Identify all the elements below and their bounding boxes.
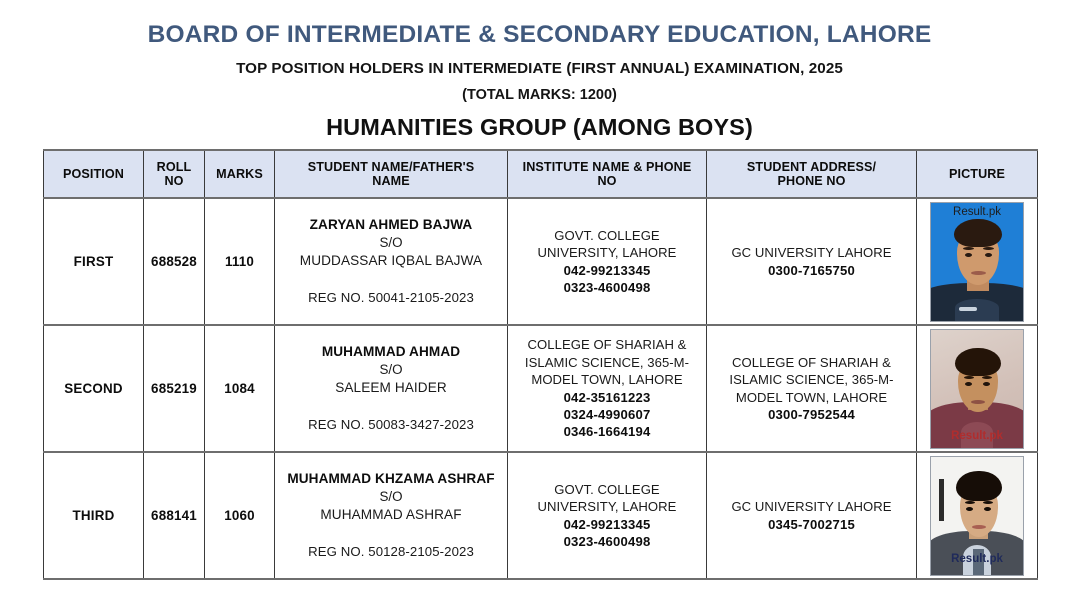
cell-institute [508, 452, 707, 579]
board-title: BOARD OF INTERMEDIATE & SECONDARY EDUCATION, LAHORE [147, 21, 932, 48]
column-header-address [707, 150, 917, 198]
column-header-marks-line-1: MARKS [216, 166, 263, 181]
registration-number: REG NO. 50083-3427-2023 [308, 417, 474, 433]
cell-roll-no: 685219 [144, 325, 205, 452]
cell-picture [917, 198, 1038, 325]
institute-phone: 0324-4990607 [563, 406, 651, 422]
photo-watermark: Result.pk [951, 429, 1003, 442]
column-header-roll-no-line-2: NO [164, 174, 184, 188]
column-header-address-line-1: STUDENT ADDRESS/ [746, 159, 877, 174]
address-phone: 0345-7002715 [768, 516, 855, 532]
student-name: MUHAMMAD KHZAMA ASHRAF [287, 470, 495, 486]
position-holders-table [43, 149, 1038, 580]
photo-watermark: Result.pk [951, 552, 1003, 565]
column-header-institute-line-2: NO [597, 174, 617, 188]
registration-number: REG NO. 50041-2105-2023 [308, 290, 474, 306]
institute-name-line: GOVT. COLLEGE [554, 481, 660, 497]
photo-image [931, 330, 1023, 448]
cell-address [707, 452, 917, 579]
table-header [44, 150, 1038, 198]
institute-phone: 0323-4600498 [563, 279, 651, 295]
cell-roll-no: 688528 [144, 198, 205, 325]
institute-name-line: GOVT. COLLEGE [554, 227, 660, 243]
cell-institute [508, 198, 707, 325]
column-header-picture [917, 150, 1038, 198]
table-row [44, 452, 1038, 579]
cell-picture [917, 325, 1038, 452]
table-header-row [44, 150, 1038, 198]
cell-position: FIRST [44, 198, 144, 325]
student-name: ZARYAN AHMED BAJWA [309, 216, 473, 232]
institute-name-line: ISLAMIC SCIENCE, 365-M- [524, 354, 690, 370]
address-line: COLLEGE OF SHARIAH & [732, 354, 891, 370]
column-header-student-name-line-1: STUDENT NAME/FATHER'S [307, 159, 475, 174]
total-marks-label: (TOTAL MARKS: 1200) [462, 86, 617, 103]
father-name: MUDDASSAR IQBAL BAJWA [299, 253, 483, 269]
institute-phone: 0346-1664194 [563, 424, 651, 440]
student-photo [930, 329, 1024, 449]
column-header-position [44, 150, 144, 198]
column-header-marks [205, 150, 275, 198]
institute-name-line: UNIVERSITY, LAHORE [537, 499, 677, 515]
cell-roll-no: 688141 [144, 452, 205, 579]
address-line: MODEL TOWN, LAHORE [735, 389, 888, 405]
father-name: MUHAMMAD ASHRAF [320, 507, 462, 523]
institute-name-line: COLLEGE OF SHARIAH & [527, 337, 687, 353]
cell-student-name [275, 198, 508, 325]
photo-image [931, 203, 1023, 321]
so-label: S/O [379, 235, 403, 251]
table-row [44, 198, 1038, 325]
institute-phone: 042-35161223 [563, 389, 651, 405]
column-header-institute-line-1: INSTITUTE NAME & PHONE [522, 159, 692, 174]
registration-number: REG NO. 50128-2105-2023 [308, 544, 474, 560]
cell-position: THIRD [44, 452, 144, 579]
institute-name-line: MODEL TOWN, LAHORE [531, 372, 683, 388]
column-header-student-name [275, 150, 508, 198]
column-header-roll-no-line-1: ROLL [156, 159, 192, 174]
photo-image [931, 457, 1023, 575]
cell-marks: 1110 [205, 198, 275, 325]
photo-watermark: Result.pk [953, 205, 1001, 218]
column-header-roll-no [144, 150, 205, 198]
institute-phone: 0323-4600498 [563, 533, 651, 549]
column-header-student-name-line-2: NAME [372, 174, 410, 188]
position-holders-table-wrapper [43, 149, 1037, 580]
column-header-position-line-1: POSITION [63, 166, 124, 181]
father-name: SALEEM HAIDER [335, 380, 447, 396]
exam-title: TOP POSITION HOLDERS IN INTERMEDIATE (FIRST ANNUAL) EXAMINATION, 2025 [236, 59, 843, 77]
address-line: GC UNIVERSITY LAHORE [731, 245, 892, 261]
institute-name-line: UNIVERSITY, LAHORE [537, 245, 677, 261]
student-photo [930, 456, 1024, 576]
institute-phone: 042-99213345 [563, 262, 651, 278]
document-header [0, 0, 1079, 141]
address-line: ISLAMIC SCIENCE, 365-M- [729, 372, 894, 388]
cell-marks: 1060 [205, 452, 275, 579]
cell-address [707, 325, 917, 452]
address-line: GC UNIVERSITY LAHORE [731, 499, 892, 515]
column-header-picture-line-1: PICTURE [949, 166, 1005, 181]
column-header-institute [508, 150, 707, 198]
cell-student-name [275, 325, 508, 452]
cell-address [707, 198, 917, 325]
cell-institute [508, 325, 707, 452]
cell-student-name [275, 452, 508, 579]
cell-position: SECOND [44, 325, 144, 452]
column-header-address-line-2: PHONE NO [777, 174, 846, 188]
so-label: S/O [379, 362, 403, 378]
so-label: S/O [379, 489, 403, 505]
cell-marks: 1084 [205, 325, 275, 452]
group-title: HUMANITIES GROUP (AMONG BOYS) [326, 113, 753, 140]
student-name: MUHAMMAD AHMAD [321, 343, 461, 359]
address-phone: 0300-7165750 [768, 262, 855, 278]
student-photo [930, 202, 1024, 322]
institute-phone: 042-99213345 [563, 516, 651, 532]
address-phone: 0300-7952544 [768, 406, 855, 422]
cell-picture [917, 452, 1038, 579]
table-row [44, 325, 1038, 452]
table-body [44, 198, 1038, 579]
